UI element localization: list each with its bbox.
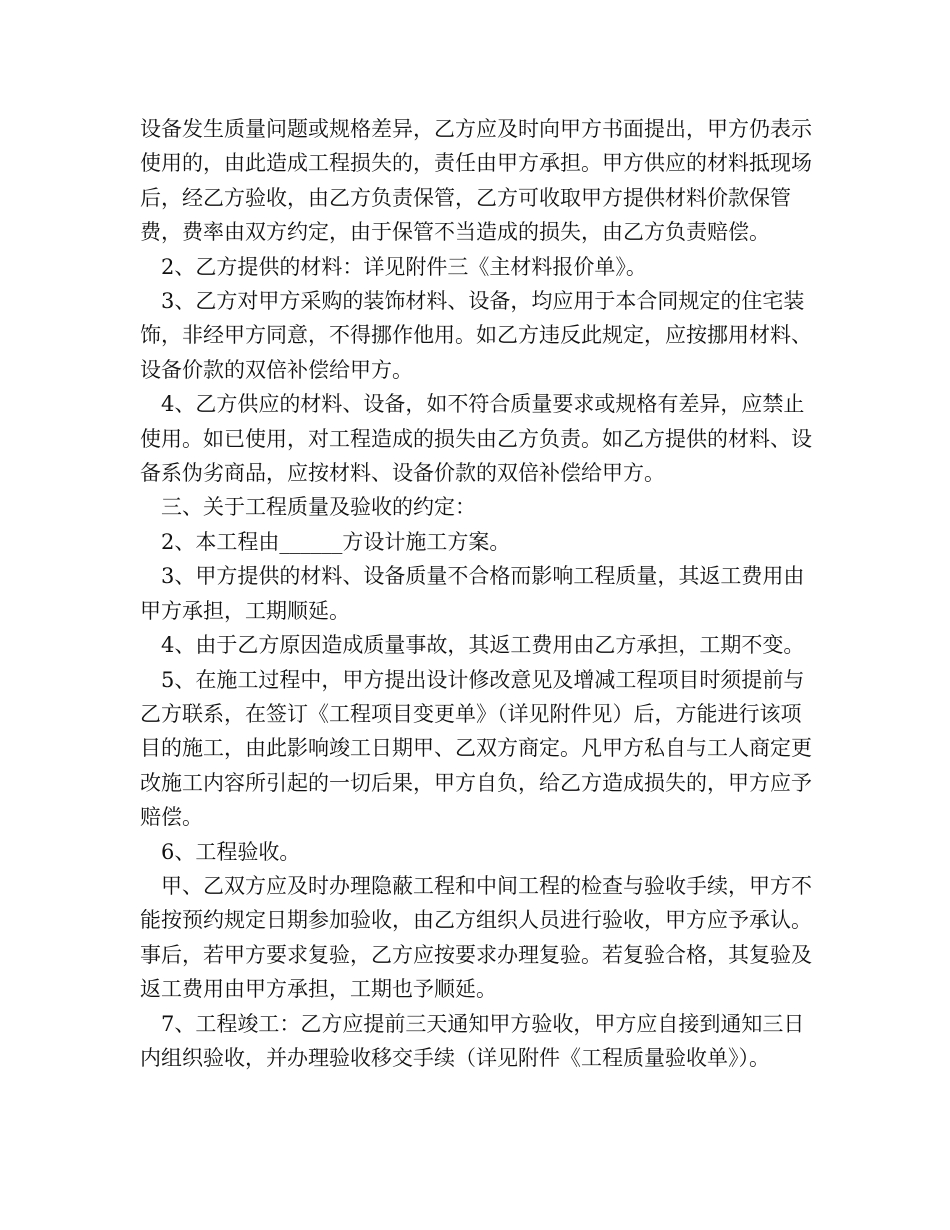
paragraph-clause-3-rework-cost: 3、甲方提供的材料、设备质量不合格而影响工程质量，其返工费用由甲方承担，工期顺延。 (140, 564, 805, 623)
paragraph-clause-6-acceptance-title: 6、工程验收。 (161, 839, 301, 864)
paragraph-material-custody: 设备发生质量问题或规格差异，乙方应及时向甲方书面提出，甲方仍表示使用的，由此造成工程损失的，责任由甲方承担。甲方供应的材料抵现场后，经乙方验收，由乙方负责保管，乙方可收取甲方提供材料价款保管费，费率由双方约定，由于保管不当造成的损失，由乙方负责赔偿。 (140, 117, 812, 245)
paragraph-clause-2-design-plan: 2、本工程由______方设计施工方案。 (161, 529, 511, 554)
document-body (140, 112, 820, 1075)
paragraph-acceptance-procedure: 甲、乙双方应及时办理隐蔽工程和中间工程的检查与验收手续，甲方不能按预约规定日期参加验收，由乙方组织人员进行验收，甲方应予承认。事后，若甲方要求复验，乙方应按要求办理复验。若复验合格，其复验及返工费用由甲方承担，工期也予顺延。 (140, 873, 812, 1002)
paragraph-clause-7-completion: 7、工程竣工：乙方应提前三天通知甲方验收，甲方应自接到通知三日内组织验收，并办理验收移交手续（详见附件《工程质量验收单》）。 (140, 1011, 805, 1070)
paragraph-clause-3-material-usage: 3、乙方对甲方采购的装饰材料、设备，均应用于本合同规定的住宅装饰，非经甲方同意，不得挪作他用。如乙方违反此规定，应按挪用材料、设备价款的双倍补偿给甲方。 (140, 289, 812, 382)
section-heading-quality-acceptance: 三、关于工程质量及验收的约定： (161, 495, 476, 520)
paragraph-clause-2-contractor-materials: 2、乙方提供的材料：详见附件三《主材料报价单》。 (161, 254, 647, 279)
paragraph-clause-4-material-quality: 4、乙方供应的材料、设备，如不符合质量要求或规格有差异，应禁止使用。如已使用，对工程造成的损失由乙方负责。如乙方提供的材料、设备系伪劣商品，应按材料、设备价款的双倍补偿给甲方。 (140, 392, 812, 486)
paragraph-clause-5-design-changes: 5、在施工过程中，甲方提出设计修改意见及增减工程项目时须提前与乙方联系，在签订《工程项目变更单》（详见附件见）后，方能进行该项目的施工，由此影响竣工日期甲、乙双方商定。凡甲方私自与工人商定更改施工内容所引起的一切后果，甲方自负，给乙方造成损失的，甲方应予赔偿。 (140, 667, 812, 830)
paragraph-clause-4-quality-accident: 4、由于乙方原因造成质量事故，其返工费用由乙方承担，工期不变。 (161, 633, 805, 658)
